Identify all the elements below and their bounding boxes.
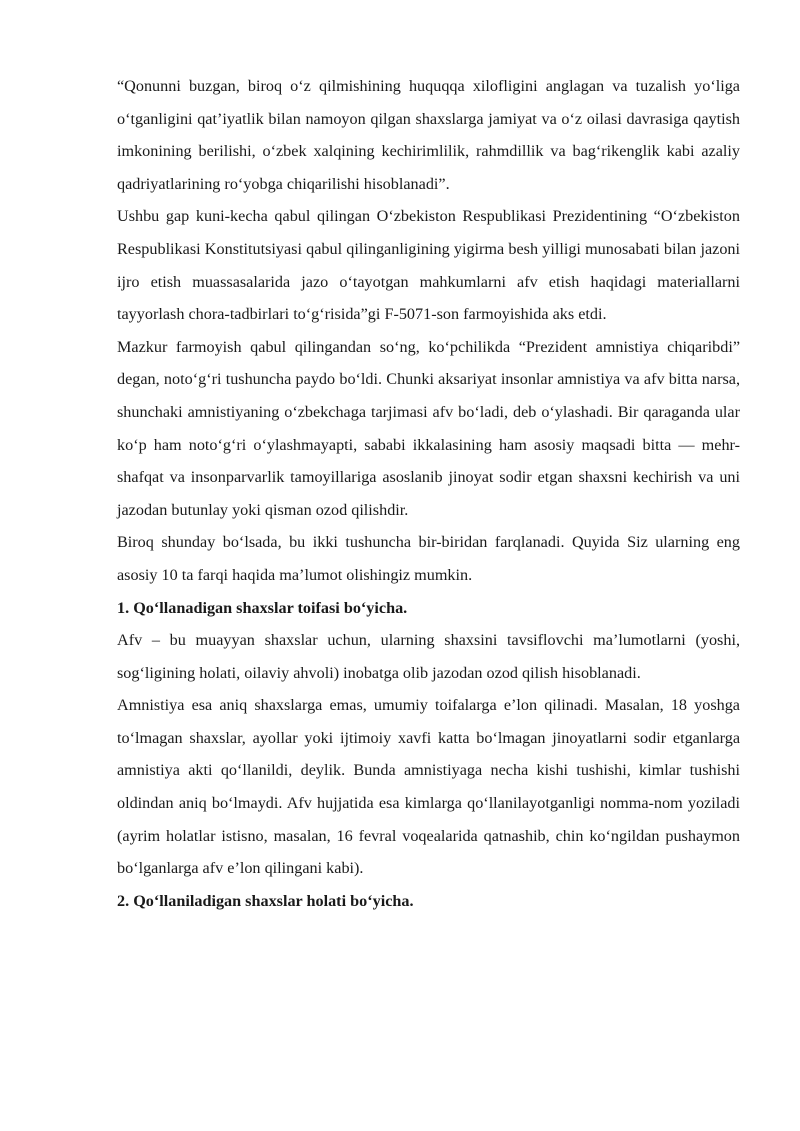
section-heading-2: 2. Qo‘llaniladigan shaxslar holati bo‘yicha. [117,891,414,910]
paragraph-misconception: Mazkur farmoyish qabul qilingandan so‘ng, ko‘pchilikda “Prezident amnistiya chiqaribdi” degan, noto‘g‘ri tushuncha paydo bo‘ldi. Chunki aksariyat insonlar amnistiya va afv bitta narsa, shunchaki amnistiyaning o‘zbekchaga tarjimasi afv bo‘ladi, deb o‘ylashadi. Bir qaraganda ular ko‘p ham noto‘g‘ri o‘ylashmayapti, sababi ikkalasining ham asosiy maqsadi bitta — mehr-shafqat va insonparvarlik tamoyillariga asoslanib jinoyat sodir etgan shaxsni kechirish va uni jazodan butunlay yoki qisman ozod qilishdir. [117,337,740,519]
paragraph-decree: Ushbu gap kuni-kecha qabul qilingan O‘zbekiston Respublikasi Prezidentining “O‘zbekiston Respublikasi Konstitutsiyasi qabul qilinganligining yigirma besh yilligi munosabati bilan jazoni ijro etish muassasalarida jazo o‘tayotgan mahkumlarni afv etish haqidagi materiallarni tayyorlash chora-tadbirlari to‘g‘risida”gi F-5071-son farmoyishida aks etdi. [117,207,740,324]
paragraph-pardon-definition: Afv – bu muayyan shaxslar uchun, ularning shaxsini tavsiflovchi ma’lumotlarni (yoshi, sog‘ligining holati, oilaviy ahvoli) inobatga olib jazodan ozod qilish hisoblanadi. [117,631,740,682]
section-heading-1: 1. Qo‘llanadigan shaxslar toifasi bo‘yicha. [117,598,408,617]
paragraph-quote: “Qonunni buzgan, biroq o‘z qilmishining huquqqa xilofligini anglagan va tuzalish yo‘liga o‘tganligini qat’iyatlik bilan namoyon qilgan shaxslarga jamiyat va o‘z oilasi davrasiga qaytish imkonining berilishi, o‘zbek xalqining kechirimlilik, rahmdillik va bag‘rikenglik kabi azaliy qadriyatlarining ro‘yobga chiqarilishi hisoblanadi”. [117,77,740,193]
paragraph-differences-intro: Biroq shunday bo‘lsada, bu ikki tushuncha bir-biridan farqlanadi. Quyida Siz ularning eng asosiy 10 ta farqi haqida ma’lumot olishingiz mumkin. [117,533,740,584]
paragraph-amnesty-definition: Amnistiya esa aniq shaxslarga emas, umumiy toifalarga e’lon qilinadi. Masalan, 18 yoshga to‘lmagan shaxslar, ayollar yoki ijtimoiy xavfi katta bo‘lmagan jinoyatlarni sodir etganlarga amnistiya akti qo‘llanildi, deylik. Bunda amnistiyaga necha kishi tushishi, kimlar tushishi oldindan aniq bo‘lmaydi. Afv hujjatida esa kimlarga qo‘llanilayotganligi nomma-nom yoziladi (ayrim holatlar istisno, masalan, 16 fevral voqealarida qatnashib, chin ko‘ngildan pushaymon bo‘lganlarga afv e’lon qilingani kabi). [117,696,740,878]
document-page [117,70,740,917]
